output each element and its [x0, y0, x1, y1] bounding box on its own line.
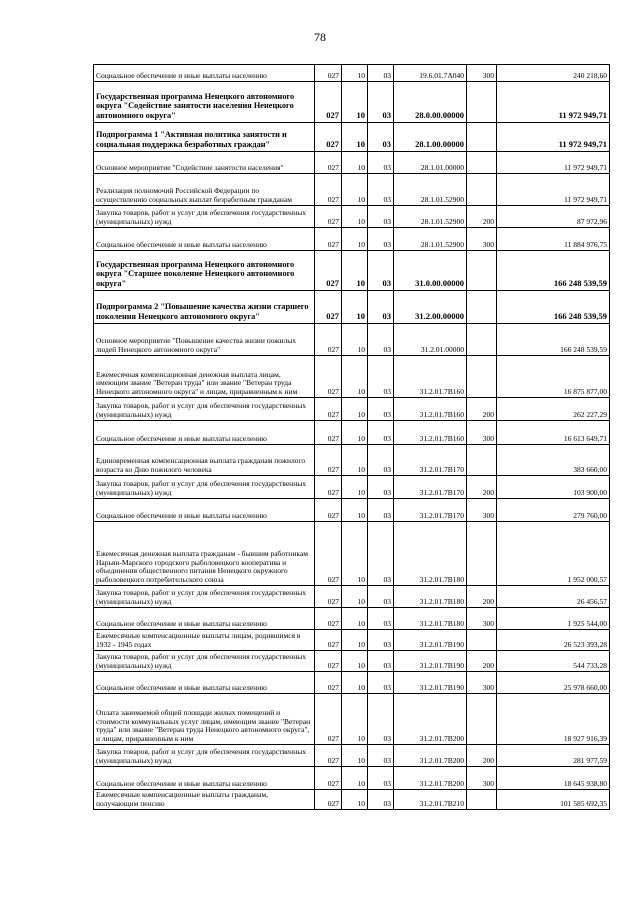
- row-name-cell: Социальное обеспечение и иные выплаты населению: [94, 65, 315, 82]
- expense-type-cell: [467, 790, 497, 810]
- row-name-cell: Ежемесячная денежная выплата гражданам - бывшим работникам Нарьян-Марского городского рыболовецкого кооператива и объединения общественного питания Ненецкого окружного рыболовецкого потребительского союза: [94, 522, 315, 586]
- target-article-cell: 31.2.01.7В190: [394, 672, 467, 694]
- amount-cell: 166 248 539,59: [497, 291, 610, 324]
- section-code-cell: 10: [342, 123, 368, 152]
- target-article-cell: 28.0.00.00000: [394, 82, 467, 123]
- expense-type-cell: 300: [467, 499, 497, 522]
- ministry-code-cell: 027: [315, 745, 342, 767]
- target-article-cell: 31.2.00.00000: [394, 291, 467, 324]
- expense-type-cell: 200: [467, 651, 497, 672]
- subsection-code-cell: 03: [368, 82, 394, 123]
- section-code-cell: 10: [342, 206, 368, 228]
- amount-cell: 16 613 649,71: [497, 421, 610, 445]
- subsection-code-cell: 03: [368, 228, 394, 251]
- table-row: [94, 152, 610, 174]
- subsection-code-cell: 03: [368, 251, 394, 291]
- expense-type-cell: 200: [467, 206, 497, 228]
- row-name-cell: Подпрограмма 1 "Активная политика занятости и социальная поддержка безработных граждан": [94, 123, 315, 152]
- section-code-cell: 10: [342, 65, 368, 82]
- ministry-code-cell: 027: [315, 174, 342, 206]
- subsection-code-cell: 03: [368, 476, 394, 499]
- ministry-code-cell: 027: [315, 251, 342, 291]
- expense-type-cell: 300: [467, 672, 497, 694]
- subsection-code-cell: 03: [368, 586, 394, 608]
- row-name-cell: Социальное обеспечение и иные выплаты населению: [94, 608, 315, 630]
- ministry-code-cell: 027: [315, 291, 342, 324]
- section-code-cell: 10: [342, 790, 368, 810]
- amount-cell: 11 972 949,71: [497, 82, 610, 123]
- ministry-code-cell: 027: [315, 421, 342, 445]
- subsection-code-cell: 03: [368, 356, 394, 398]
- row-name-cell: Ежемесячные компенсационные выплаты лицам, родившимся в 1932 - 1945 годах: [94, 630, 315, 651]
- section-code-cell: 10: [342, 586, 368, 608]
- table-row: [94, 608, 610, 630]
- subsection-code-cell: 03: [368, 206, 394, 228]
- ministry-code-cell: 027: [315, 651, 342, 672]
- ministry-code-cell: 027: [315, 499, 342, 522]
- amount-cell: 11 972 949,71: [497, 152, 610, 174]
- row-name-cell: Закупка товаров, работ и услуг для обеспечения государственных (муниципальных) нужд: [94, 651, 315, 672]
- section-code-cell: 10: [342, 174, 368, 206]
- target-article-cell: 31.2.01.7В170: [394, 499, 467, 522]
- subsection-code-cell: 03: [368, 174, 394, 206]
- expense-type-cell: [467, 251, 497, 291]
- amount-cell: 11 972 949,71: [497, 174, 610, 206]
- ministry-code-cell: 027: [315, 767, 342, 790]
- amount-cell: 1 952 000,57: [497, 522, 610, 586]
- target-article-cell: 31.2.01.7В190: [394, 630, 467, 651]
- amount-cell: 101 585 692,35: [497, 790, 610, 810]
- ministry-code-cell: 027: [315, 398, 342, 421]
- target-article-cell: 31.2.01.7В170: [394, 476, 467, 499]
- target-article-cell: 31.2.01.7В160: [394, 421, 467, 445]
- subsection-code-cell: 03: [368, 152, 394, 174]
- target-article-cell: 31.0.00.00000: [394, 251, 467, 291]
- subsection-code-cell: 03: [368, 608, 394, 630]
- expense-type-cell: 200: [467, 586, 497, 608]
- section-code-cell: 10: [342, 672, 368, 694]
- target-article-cell: 28.1.01.52900: [394, 206, 467, 228]
- section-code-cell: 10: [342, 421, 368, 445]
- ministry-code-cell: 027: [315, 476, 342, 499]
- ministry-code-cell: 027: [315, 123, 342, 152]
- expense-type-cell: [467, 152, 497, 174]
- amount-cell: 18 645 938,80: [497, 767, 610, 790]
- section-code-cell: 10: [342, 694, 368, 745]
- ministry-code-cell: 027: [315, 586, 342, 608]
- target-article-cell: 31.2.01.7В180: [394, 522, 467, 586]
- row-name-cell: Социальное обеспечение и иные выплаты населению: [94, 767, 315, 790]
- target-article-cell: 31.2.01.7В180: [394, 608, 467, 630]
- target-article-cell: 31.2.01.7В170: [394, 445, 467, 476]
- expense-type-cell: [467, 291, 497, 324]
- table-row: [94, 694, 610, 745]
- expense-type-cell: 200: [467, 745, 497, 767]
- amount-cell: 1 925 544,00: [497, 608, 610, 630]
- subsection-code-cell: 03: [368, 398, 394, 421]
- table-row: [94, 476, 610, 499]
- table-row: [94, 356, 610, 398]
- expense-type-cell: [467, 694, 497, 745]
- target-article-cell: 31.2.01.00000: [394, 324, 467, 356]
- target-article-cell: 28.1.00.00000: [394, 123, 467, 152]
- expense-type-cell: [467, 82, 497, 123]
- expense-type-cell: [467, 174, 497, 206]
- target-article-cell: 31.2.01.7В210: [394, 790, 467, 810]
- row-name-cell: Социальное обеспечение и иные выплаты населению: [94, 672, 315, 694]
- subsection-code-cell: 03: [368, 65, 394, 82]
- amount-cell: 281 977,59: [497, 745, 610, 767]
- expense-type-cell: [467, 356, 497, 398]
- table-row: [94, 228, 610, 251]
- amount-cell: 87 972,96: [497, 206, 610, 228]
- row-name-cell: Социальное обеспечение и иные выплаты населению: [94, 421, 315, 445]
- expense-type-cell: 300: [467, 421, 497, 445]
- section-code-cell: 10: [342, 152, 368, 174]
- table-row: [94, 672, 610, 694]
- section-code-cell: 10: [342, 767, 368, 790]
- expense-type-cell: [467, 522, 497, 586]
- target-article-cell: 31.2.01.7В160: [394, 356, 467, 398]
- amount-cell: 11 972 949,71: [497, 123, 610, 152]
- target-article-cell: 19.6.01.7А040: [394, 65, 467, 82]
- amount-cell: 16 875 877,00: [497, 356, 610, 398]
- budget-table: [93, 64, 610, 810]
- table-row: [94, 499, 610, 522]
- table-row: [94, 745, 610, 767]
- section-code-cell: 10: [342, 476, 368, 499]
- table-row: [94, 522, 610, 586]
- table-row: [94, 651, 610, 672]
- expense-type-cell: [467, 445, 497, 476]
- section-code-cell: 10: [342, 522, 368, 586]
- row-name-cell: Ежемесячная компенсационная денежная выплата лицам, имеющим звание "Ветеран труда" или звание "Ветеран труда Ненецкого автономного округа" и лицам, приравненным к ним: [94, 356, 315, 398]
- target-article-cell: 28.1.01.52900: [394, 174, 467, 206]
- subsection-code-cell: 03: [368, 745, 394, 767]
- budget-table-body: [94, 65, 610, 810]
- target-article-cell: 31.2.01.7В200: [394, 767, 467, 790]
- subsection-code-cell: 03: [368, 672, 394, 694]
- row-name-cell: Социальное обеспечение и иные выплаты населению: [94, 228, 315, 251]
- section-code-cell: 10: [342, 356, 368, 398]
- target-article-cell: 31.2.01.7В190: [394, 651, 467, 672]
- section-code-cell: 10: [342, 445, 368, 476]
- ministry-code-cell: 027: [315, 522, 342, 586]
- amount-cell: 18 927 916,39: [497, 694, 610, 745]
- ministry-code-cell: 027: [315, 228, 342, 251]
- table-row: [94, 65, 610, 82]
- ministry-code-cell: 027: [315, 206, 342, 228]
- ministry-code-cell: 027: [315, 152, 342, 174]
- expense-type-cell: 300: [467, 228, 497, 251]
- page-number: 78: [314, 30, 326, 44]
- subsection-code-cell: 03: [368, 694, 394, 745]
- expense-type-cell: [467, 324, 497, 356]
- ministry-code-cell: 027: [315, 324, 342, 356]
- amount-cell: 166 248 539,59: [497, 251, 610, 291]
- row-name-cell: Закупка товаров, работ и услуг для обеспечения государственных (муниципальных) нужд: [94, 745, 315, 767]
- amount-cell: 11 884 976,75: [497, 228, 610, 251]
- subsection-code-cell: 03: [368, 291, 394, 324]
- amount-cell: 166 248 539,59: [497, 324, 610, 356]
- subsection-code-cell: 03: [368, 767, 394, 790]
- ministry-code-cell: 027: [315, 672, 342, 694]
- ministry-code-cell: 027: [315, 630, 342, 651]
- row-name-cell: Закупка товаров, работ и услуг для обеспечения государственных (муниципальных) нужд: [94, 398, 315, 421]
- table-row: [94, 398, 610, 421]
- row-name-cell: Закупка товаров, работ и услуг для обеспечения государственных (муниципальных) нужд: [94, 206, 315, 228]
- section-code-cell: 10: [342, 291, 368, 324]
- expense-type-cell: 300: [467, 608, 497, 630]
- subsection-code-cell: 03: [368, 123, 394, 152]
- table-row: [94, 445, 610, 476]
- table-row: [94, 324, 610, 356]
- section-code-cell: 10: [342, 251, 368, 291]
- row-name-cell: Основное мероприятие "Содействие занятости населения": [94, 152, 315, 174]
- expense-type-cell: 300: [467, 767, 497, 790]
- subsection-code-cell: 03: [368, 651, 394, 672]
- amount-cell: 544 733,28: [497, 651, 610, 672]
- row-name-cell: Единовременная компенсационная выплата гражданам пожилого возраста ко Дню пожилого человека: [94, 445, 315, 476]
- row-name-cell: Оплата занимаемой общей площади жилых помещений и стоимости коммунальных услуг лицам, имеющим звание "Ветеран труда" или звание "Ветеран труда Ненецкого автономного округа", и лицам, приравненным к ним: [94, 694, 315, 745]
- target-article-cell: 31.2.01.7В160: [394, 398, 467, 421]
- target-article-cell: 31.2.01.7В200: [394, 745, 467, 767]
- amount-cell: 383 660,00: [497, 445, 610, 476]
- target-article-cell: 28.1.01.52900: [394, 228, 467, 251]
- subsection-code-cell: 03: [368, 445, 394, 476]
- table-row: [94, 586, 610, 608]
- subsection-code-cell: 03: [368, 324, 394, 356]
- table-row: [94, 767, 610, 790]
- section-code-cell: 10: [342, 228, 368, 251]
- table-row: [94, 421, 610, 445]
- ministry-code-cell: 027: [315, 694, 342, 745]
- target-article-cell: 31.2.01.7В180: [394, 586, 467, 608]
- target-article-cell: 31.2.01.7В200: [394, 694, 467, 745]
- subsection-code-cell: 03: [368, 630, 394, 651]
- table-row: [94, 251, 610, 291]
- ministry-code-cell: 027: [315, 445, 342, 476]
- table-row: [94, 790, 610, 810]
- amount-cell: 279 760,00: [497, 499, 610, 522]
- amount-cell: 26 456,57: [497, 586, 610, 608]
- section-code-cell: 10: [342, 398, 368, 421]
- section-code-cell: 10: [342, 651, 368, 672]
- expense-type-cell: [467, 123, 497, 152]
- row-name-cell: Закупка товаров, работ и услуг для обеспечения государственных (муниципальных) нужд: [94, 476, 315, 499]
- section-code-cell: 10: [342, 82, 368, 123]
- section-code-cell: 10: [342, 608, 368, 630]
- amount-cell: 240 218,60: [497, 65, 610, 82]
- subsection-code-cell: 03: [368, 499, 394, 522]
- ministry-code-cell: 027: [315, 82, 342, 123]
- row-name-cell: Ежемесячные компенсационные выплаты гражданам, получающим пенсию: [94, 790, 315, 810]
- expense-type-cell: 300: [467, 65, 497, 82]
- amount-cell: 26 523 393,28: [497, 630, 610, 651]
- subsection-code-cell: 03: [368, 522, 394, 586]
- expense-type-cell: [467, 630, 497, 651]
- row-name-cell: Государственная программа Ненецкого автономного округа "Содействие занятости населения Ненецкого автономного округа": [94, 82, 315, 123]
- table-row: [94, 206, 610, 228]
- section-code-cell: 10: [342, 499, 368, 522]
- ministry-code-cell: 027: [315, 356, 342, 398]
- amount-cell: 103 900,00: [497, 476, 610, 499]
- row-name-cell: Государственная программа Ненецкого автономного округа "Старшее поколение Ненецкого автономного округа": [94, 251, 315, 291]
- row-name-cell: Закупка товаров, работ и услуг для обеспечения государственных (муниципальных) нужд: [94, 586, 315, 608]
- section-code-cell: 10: [342, 745, 368, 767]
- ministry-code-cell: 027: [315, 65, 342, 82]
- ministry-code-cell: 027: [315, 608, 342, 630]
- row-name-cell: Социальное обеспечение и иные выплаты населению: [94, 499, 315, 522]
- subsection-code-cell: 03: [368, 421, 394, 445]
- amount-cell: 25 978 660,00: [497, 672, 610, 694]
- amount-cell: 262 227,29: [497, 398, 610, 421]
- row-name-cell: Основное мероприятие "Повышение качества жизни пожилых людей Ненецкого автономного округа": [94, 324, 315, 356]
- expense-type-cell: 200: [467, 398, 497, 421]
- expense-type-cell: 200: [467, 476, 497, 499]
- ministry-code-cell: 027: [315, 790, 342, 810]
- subsection-code-cell: 03: [368, 790, 394, 810]
- table-row: [94, 630, 610, 651]
- section-code-cell: 10: [342, 630, 368, 651]
- section-code-cell: 10: [342, 324, 368, 356]
- row-name-cell: Подпрограмма 2 "Повышение качества жизни старшего поколения Ненецкого автономного округа": [94, 291, 315, 324]
- table-row: [94, 174, 610, 206]
- table-row: [94, 291, 610, 324]
- row-name-cell: Реализация полномочий Российской Федерации по осуществлению социальных выплат безработным гражданам: [94, 174, 315, 206]
- target-article-cell: 28.1.01.00000: [394, 152, 467, 174]
- table-row: [94, 82, 610, 123]
- table-row: [94, 123, 610, 152]
